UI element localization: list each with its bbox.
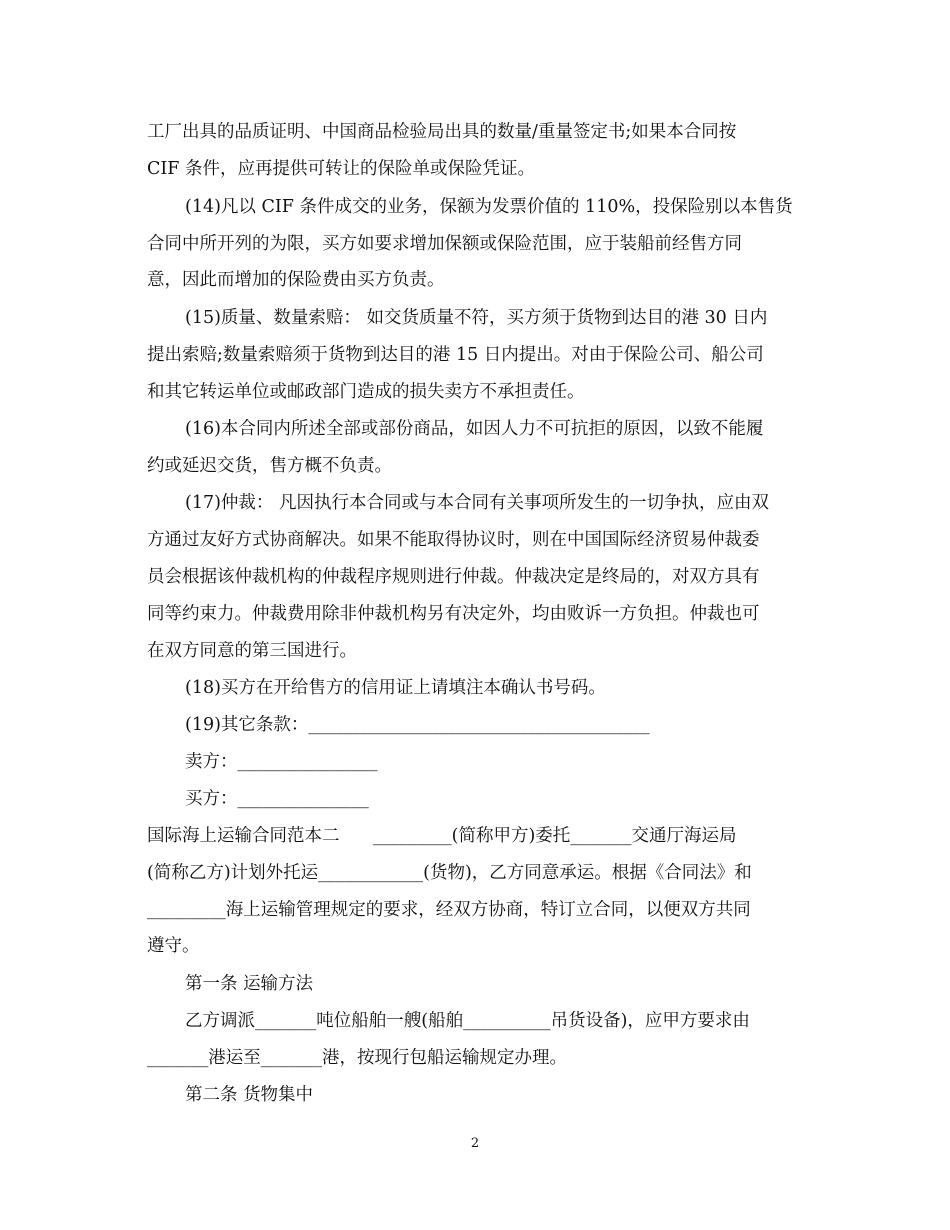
page-number: 2 (470, 1136, 480, 1151)
paragraph-line: (16)本合同内所述全部或部份商品，如因人力不可抗拒的原因，以致不能履 (185, 419, 764, 439)
paragraph-line: 同等约束力。仲裁费用除非仲裁机构另有决定外，均由败诉一方负担。仲裁也可 (147, 604, 760, 624)
seller-signature-line: 卖方：________________ (185, 752, 378, 772)
paragraph-line: 在双方同意的第三国进行。 (147, 641, 357, 661)
paragraph-line: _________海上运输管理规定的要求，经双方协商，特订立合同，以便双方共同 (147, 900, 751, 920)
article-heading: 第一条 运输方法 (185, 974, 314, 994)
paragraph-line: 约或延迟交货，售方概不负责。 (147, 456, 392, 476)
paragraph-line: (14)凡以 CIF 条件成交的业务，保额为发票价值的 110%，投保险别以本售货 (185, 197, 793, 217)
paragraph-line: 提出索赔;数量索赔须于货物到达目的港 15 日内提出。对由于保险公司、船公司 (147, 345, 764, 365)
paragraph-line: 和其它转运单位或邮政部门造成的损失卖方不承担责任。 (147, 382, 585, 402)
buyer-signature-line: 买方：_______________ (185, 789, 369, 809)
paragraph-line: 员会根据该仲裁机构的仲裁程序规则进行仲裁。仲裁决定是终局的，对双方具有 (147, 567, 760, 587)
paragraph-line: 乙方调派_______吨位船舶一艘(船舶__________吊货设备)，应甲方要求由 (185, 1011, 750, 1031)
paragraph-line: 遵守。 (147, 936, 200, 956)
paragraph-line: 方通过友好方式协商解决。如果不能取得协议时，则在中国国际经济贸易仲裁委 (147, 530, 760, 550)
paragraph-line: (15)质量、数量索赔： 如交货质量不符，买方须于货物到达目的港 30 日内 (185, 308, 768, 328)
paragraph-line: 意，因此而增加的保险费由买方负责。 (147, 270, 445, 290)
paragraph-line: 国际海上运输合同范本二 _________(简称甲方)委托_______交通厅海运局 (147, 826, 737, 846)
paragraph-line: CIF 条件，应再提供可转让的保险单或保险凭证。 (147, 159, 536, 179)
paragraph-line: (17)仲裁： 凡因执行本合同或与本合同有关事项所发生的一切争执，应由双 (185, 493, 769, 513)
other-terms-line: (19)其它条款：_______________________________________ (185, 715, 650, 735)
paragraph-line: 合同中所开列的为限，买方如要求增加保额或保险范围，应于装船前经售方同 (147, 234, 742, 254)
paragraph-line: (简称乙方)计划外托运____________(货物)，乙方同意承运。根据《合同法》和 (147, 863, 752, 883)
paragraph-line: (18)买方在开给售方的信用证上请填注本确认书号码。 (185, 678, 606, 698)
paragraph-line: 工厂出具的品质证明、中国商品检验局出具的数量/重量签定书;如果本合同按 (147, 122, 737, 142)
paragraph-line: _______港运至_______港，按现行包船运输规定办理。 (147, 1048, 567, 1068)
article-heading: 第二条 货物集中 (185, 1085, 314, 1105)
